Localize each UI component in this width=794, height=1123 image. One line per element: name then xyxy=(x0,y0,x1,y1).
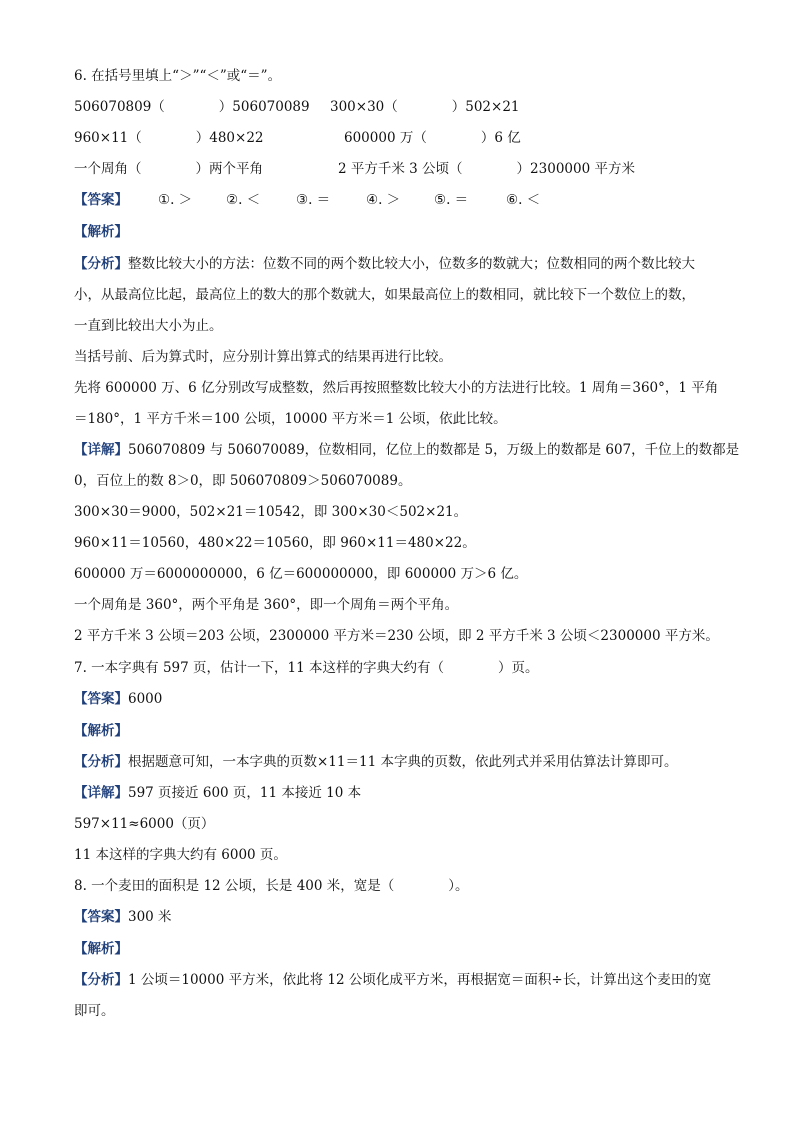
answer-value: 6000 xyxy=(128,691,163,707)
fenxi-text: 整数比较大小的方法：位数不同的两个数比较大小，位数多的数就大；位数相同的两个数比较大 xyxy=(128,256,695,272)
fenxi-tag: 【分析】 xyxy=(74,754,128,770)
question-6-detail-line-1 xyxy=(74,440,740,460)
question-6-paragraph-3-line-1: 先将 600000 万、6 亿分别改写成整数，然后再按照整数比较大小的方法进行比较。1 周角＝360°，1 平角 xyxy=(74,380,719,396)
question-8-analysis-heading xyxy=(74,939,734,959)
question-7-answer xyxy=(74,689,734,709)
question-6-title: 6. 在括号里填上“＞”“＜”或“＝”。 xyxy=(74,68,282,84)
question-7-detail-line-1 xyxy=(74,783,734,803)
answer-tag: 【答案】 xyxy=(74,909,128,925)
question-6-paragraph-2: 当括号前、后为算式时，应分别计算出算式的结果再进行比较。 xyxy=(74,349,452,365)
question-6-detail-line-4: 960×11＝10560，480×22＝10560，即 960×11＝480×22。 xyxy=(74,535,476,551)
answer-2: ②. ＜ xyxy=(226,192,261,208)
question-6-paragraph-3-line-2: ＝180°，1 平方千米＝100 公顷，10000 平方米＝1 公顷，依此比较。 xyxy=(74,411,507,427)
answer-1: ①. ＞ xyxy=(158,192,193,208)
compare-item-4: 600000 万（ ）6 亿 xyxy=(344,130,521,146)
analysis-tag: 【解析】 xyxy=(74,224,128,240)
fenxi-text: 根据题意可知，一本字典的页数×11＝11 本字典的页数，依此列式并采用估算法计算即可。 xyxy=(128,754,678,770)
fenxi-tag: 【分析】 xyxy=(74,256,128,272)
analysis-tag: 【解析】 xyxy=(74,723,128,739)
question-7-fenxi xyxy=(74,752,734,772)
answer-tag: 【答案】 xyxy=(74,192,128,208)
question-7-analysis-heading xyxy=(74,721,734,741)
question-8-title: 8. 一个麦田的面积是 12 公顷，长是 400 米，宽是（ ）。 xyxy=(74,878,469,894)
question-6-answer xyxy=(74,190,734,210)
compare-item-3: 960×11（ ）480×22 xyxy=(74,130,264,146)
question-6-detail-line-2: 0，百位上的数 8＞0，即 506070809＞506070089。 xyxy=(74,473,412,489)
fenxi-text: 1 公顷＝10000 平方米，依此将 12 公顷化成平方米，再根据宽＝面积÷长，计算出这个麦田的宽 xyxy=(128,972,712,988)
question-6-detail-line-7: 2 平方千米 3 公顷＝203 公顷，2300000 平方米＝230 公顷，即 2 平方千米 3 公顷＜2300000 平方米。 xyxy=(74,628,719,644)
compare-item-2: 300×30（ ）502×21 xyxy=(330,99,520,115)
question-7-detail-line-3: 11 本这样的字典大约有 6000 页。 xyxy=(74,847,287,863)
question-8-fenxi-line-1 xyxy=(74,970,734,990)
compare-item-1: 506070809（ ）506070089 xyxy=(74,99,310,115)
question-7-detail-line-2: 597×11≈6000（页） xyxy=(74,816,215,832)
detail-text: 597 页接近 600 页，11 本接近 10 本 xyxy=(128,785,362,801)
question-6-detail-line-6: 一个周角是 360°，两个平角是 360°，即一个周角＝两个平角。 xyxy=(74,597,459,613)
answer-tag: 【答案】 xyxy=(74,691,128,707)
question-6-analysis-heading xyxy=(74,222,734,242)
question-7-title: 7. 一本字典有 597 页，估计一下，11 本这样的字典大约有（ ）页。 xyxy=(74,660,539,676)
compare-item-5: 一个周角（ ）两个平角 xyxy=(74,161,263,177)
answer-value: 300 米 xyxy=(128,909,172,925)
analysis-tag: 【解析】 xyxy=(74,941,128,957)
answer-6: ⑥. ＜ xyxy=(506,192,541,208)
question-8-answer xyxy=(74,907,734,927)
question-6-detail-line-3: 300×30＝9000，502×21＝10542，即 300×30＜502×21。 xyxy=(74,504,468,520)
detail-text: 506070809 与 506070089，位数相同，亿位上的数都是 5，万级上的数都是 607，千位上的数都是 xyxy=(128,442,740,458)
question-6-fenxi-line-2: 小，从最高位比起，最高位上的数大的那个数就大，如果最高位上的数相同，就比较下一个数位上的数， xyxy=(74,287,695,303)
answer-5: ⑤. ＝ xyxy=(434,192,469,208)
compare-item-6: 2 平方千米 3 公顷（ ）2300000 平方米 xyxy=(338,161,635,177)
xiangjie-tag: 【详解】 xyxy=(74,442,128,458)
question-6-detail-line-5: 600000 万＝6000000000，6 亿＝600000000，即 600000 万＞6 亿。 xyxy=(74,566,528,582)
question-6-fenxi-line-3: 一直到比较出大小为止。 xyxy=(74,318,223,334)
question-6-fenxi-line-1 xyxy=(74,254,734,274)
answer-4: ④. ＞ xyxy=(366,192,401,208)
question-8-fenxi-line-2: 即可。 xyxy=(74,1003,115,1019)
answer-3: ③. ＝ xyxy=(296,192,331,208)
xiangjie-tag: 【详解】 xyxy=(74,785,128,801)
fenxi-tag: 【分析】 xyxy=(74,972,128,988)
